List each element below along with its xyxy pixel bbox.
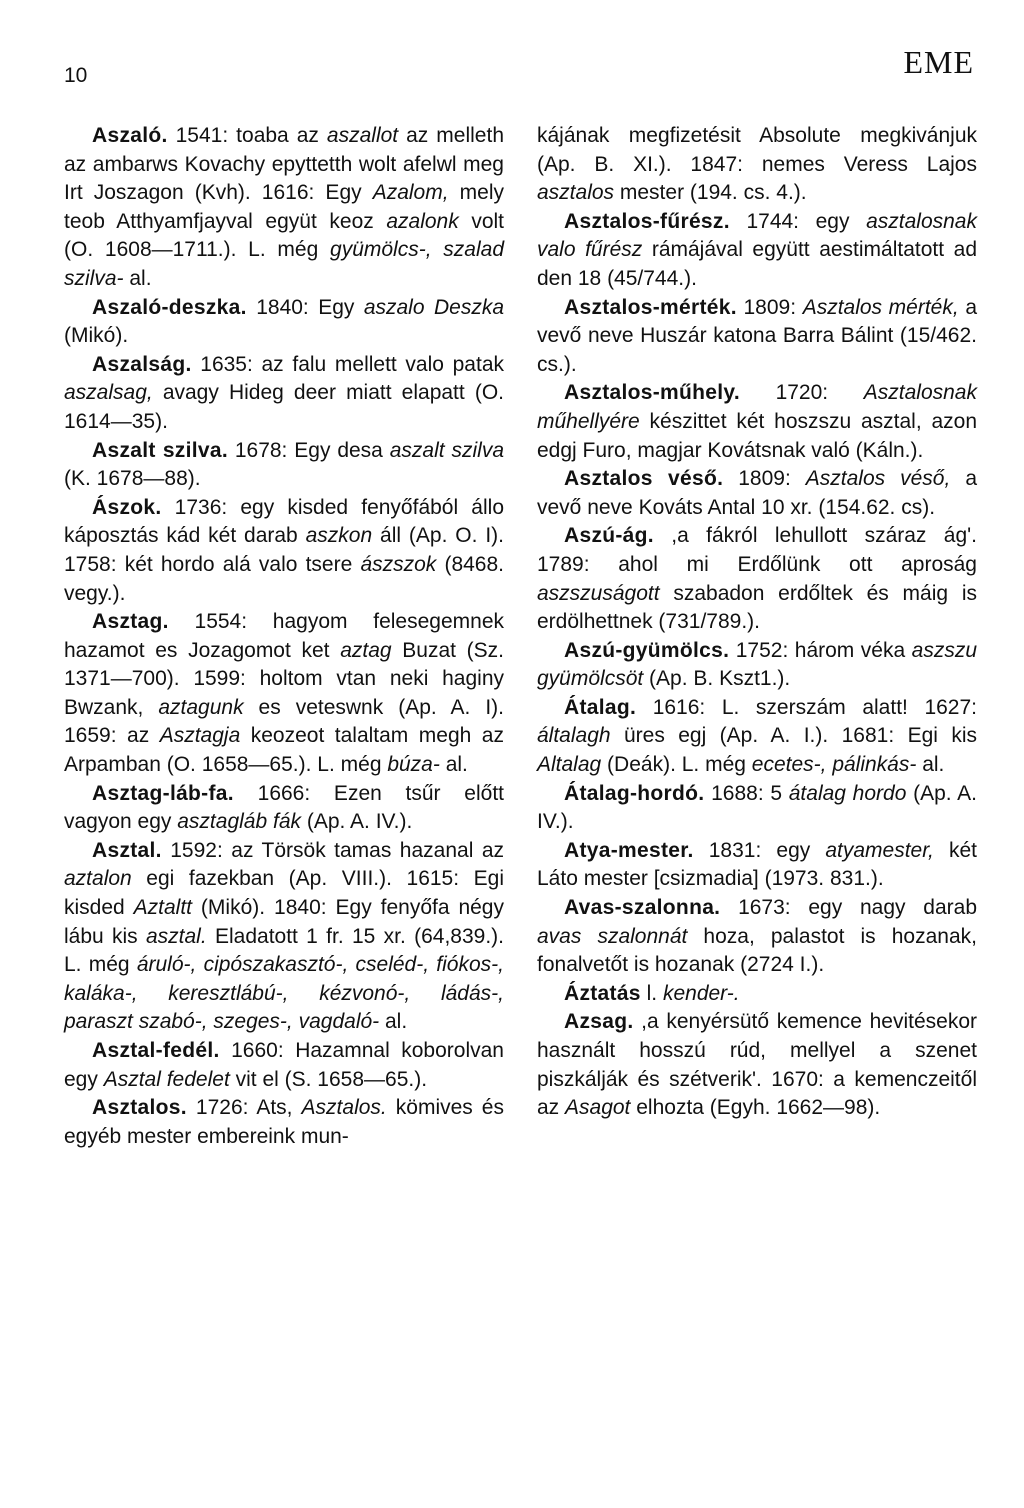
- entry-text: 1666: Ezen tsűr előtt vagyon egy: [64, 781, 504, 834]
- entry-headword: Asztalos véső.: [564, 467, 724, 491]
- entry-text: vit el (S. 1658—65.).: [229, 1067, 428, 1091]
- entry-text: ,a kenyérsütő kemence hevitésekor használt hosszú rúd, mellyel a szenet piszkálják és szétverik'. 1670: a kemenczeitől az: [537, 1010, 977, 1120]
- dictionary-entry: [537, 1008, 977, 1122]
- entry-citation-italic: aszkon: [305, 524, 373, 548]
- entry-citation-italic: avas szalonnát: [537, 924, 688, 948]
- entry-text: a vevő neve Huszár katona Barra Bálint (15/462. cs.).: [537, 295, 978, 376]
- entry-text: (Ap. A. IV.).: [537, 781, 978, 834]
- entry-text: 1688: 5: [704, 781, 789, 805]
- entry-citation-italic: aszallot: [326, 124, 399, 147]
- entry-text: szabadon erdőltek és máig is erdölhettnek (731/789.).: [537, 581, 977, 634]
- entry-text: két Láto mester [csizmadia] (1973. 831.).: [537, 838, 977, 891]
- entry-citation-italic: Azalom,: [372, 181, 449, 205]
- entry-headword: Asztal.: [92, 838, 162, 862]
- entry-citation-italic: Asztalosnak műhellyére: [537, 381, 977, 433]
- entry-citation-italic: Asagot: [565, 1096, 631, 1120]
- dictionary-entry: [537, 122, 977, 208]
- entry-headword: Aszalt szilva.: [92, 438, 228, 462]
- entry-text: (Deák). L. még: [601, 753, 752, 777]
- entry-text: 1616: L. szerszám alatt! 1627:: [636, 695, 977, 719]
- entry-text: (Mikó).: [64, 324, 129, 348]
- entry-citation-italic: Altalag: [537, 753, 602, 777]
- dictionary-entry: [64, 122, 504, 294]
- entry-citation-italic: asztalosnak valo fűrész: [537, 209, 977, 262]
- entry-text: egi fazekban (Ap. VIII.). 1615: Egi kisded: [64, 867, 504, 920]
- entry-citation-italic: asztagláb fák: [177, 810, 301, 834]
- dictionary-entry: [64, 608, 504, 780]
- entry-citation-italic: Aztaltt: [133, 896, 192, 920]
- entry-citation-italic: Asztagja: [159, 724, 241, 748]
- dictionary-entry: [537, 522, 977, 636]
- dictionary-entry: [537, 637, 977, 694]
- entry-text: al.: [439, 753, 468, 777]
- entry-text: mely teob Atthyamfjayval együt keoz: [64, 181, 504, 233]
- dictionary-entry: [64, 837, 504, 1037]
- entry-text: Eladatott 1 fr. 15 xr. (64,839.). L. még: [64, 924, 504, 977]
- entry-text: 1726: Ats,: [186, 1096, 302, 1120]
- entry-citation-italic: Asztalos véső,: [805, 467, 951, 491]
- entry-headword: Aszú-ág.: [564, 524, 654, 548]
- entry-text: 1673: egy nagy darab: [720, 896, 977, 920]
- entry-citation-italic: búza-: [387, 753, 440, 777]
- entry-citation-italic: aszszu gyümölcsöt: [537, 638, 977, 691]
- entry-text: 1541: toaba az: [167, 124, 327, 147]
- dictionary-entry: [537, 208, 977, 294]
- dictionary-entry: [64, 351, 504, 437]
- entry-text: 1678: Egy desa: [227, 438, 390, 462]
- dictionary-entry: [64, 294, 504, 351]
- entry-text: ,a fákról lehullott száraz ág'. 1789: ahol mi Erdőlünk ott aproság: [537, 524, 977, 576]
- entry-headword: Asztalos-fűrész.: [564, 209, 730, 233]
- dictionary-entry: [537, 465, 977, 522]
- entry-citation-italic: áruló-, cipószakasztó-, cseléd-, fiókos-, kaláka-, keresztlábú-, kézvonó-, ládás-, paraszt szabó-, szeges-, vagdaló-: [64, 953, 504, 1034]
- entry-headword: Atya-mester.: [564, 838, 694, 862]
- entry-text: kömives és egyéb mester embereink mun-: [64, 1096, 504, 1148]
- entry-text: mester (194. cs. 4.).: [614, 181, 807, 205]
- entry-text: (K. 1678—88).: [64, 467, 201, 491]
- entry-text: 1736: egy kisded fenyőfából állo káposztás kád két darab: [64, 495, 504, 548]
- entry-headword: Asztag.: [92, 610, 169, 634]
- page-header-emblem: EME: [903, 44, 974, 80]
- entry-citation-italic: Asztalos.: [301, 1096, 387, 1120]
- entry-citation-italic: gyümölcs-, szalad szilva-: [64, 238, 504, 290]
- dictionary-entry: [64, 780, 504, 837]
- entry-text: rámájával együtt aestimáltatott ad den 18 (45/744.).: [537, 238, 977, 290]
- entry-citation-italic: aztagunk: [158, 695, 244, 719]
- entry-citation-italic: általagh: [537, 724, 611, 748]
- entry-text: 1752: három véka: [729, 638, 912, 662]
- entry-text: 1554: hagyom felesegemnek hazamot es Jozagomot ket: [64, 610, 504, 662]
- entry-citation-italic: asztal.: [145, 924, 207, 948]
- entry-text: 1831: egy: [693, 838, 826, 862]
- dictionary-entry: [64, 437, 504, 494]
- entry-headword: Átalag-hordó.: [564, 781, 705, 805]
- entry-text: készittet két hoszszu asztal, azon edgj Furo, magjar Kovátsnak való (Káln.).: [537, 409, 977, 462]
- dictionary-entry: [537, 837, 977, 894]
- entry-citation-italic: kender-.: [662, 981, 740, 1005]
- entry-text: keozeot talaltam megh az Arpamban (O. 1658—65.). L. még: [64, 724, 504, 777]
- entry-text: al.: [916, 753, 945, 777]
- entry-text: kájának megfizetésit Absolute megkivánjuk (Ap. B. XI.). 1847: nemes Veress Lajos: [537, 124, 977, 176]
- entry-text: es veteswnk (Ap. A. I). 1659: az: [64, 695, 505, 748]
- dictionary-entry: [64, 1037, 504, 1094]
- entry-text: al.: [123, 266, 152, 290]
- dictionary-entry: [537, 379, 977, 465]
- entry-text: (Ap. A. IV.).: [301, 810, 413, 834]
- entry-citation-italic: asztalos: [537, 181, 615, 205]
- entry-citation-italic: aszalo Deszka: [363, 295, 504, 319]
- entry-text: volt (O. 1608—1711.). L. még: [64, 209, 504, 262]
- entry-text: 1840: Egy: [246, 295, 364, 319]
- entry-citation-italic: ecetes-, pálinkás-: [751, 753, 917, 777]
- entry-text: (8468. vegy.).: [64, 552, 504, 605]
- entry-headword: Aszaló-deszka.: [92, 295, 247, 319]
- entry-text: Buzat (Sz. 1371—700). 1599: holtom vtan neki haginy Bwzank,: [64, 638, 504, 719]
- entry-headword: Aszaló.: [92, 124, 168, 147]
- entry-citation-italic: aztag: [340, 638, 392, 662]
- entry-citation-italic: átalag hordo: [788, 781, 907, 805]
- entry-text: üres egj (Ap. A. I.). 1681: Egi kis: [610, 724, 977, 748]
- entry-citation-italic: aszalt szilva: [389, 438, 504, 462]
- left-column: [64, 122, 504, 1151]
- entry-text: (Ap. B. Kszt1.).: [643, 667, 791, 691]
- entry-headword: Átalag.: [564, 695, 637, 719]
- dictionary-entry: [64, 1094, 504, 1151]
- entry-citation-italic: Asztalos mérték,: [802, 295, 959, 319]
- entry-citation-italic: Asztal fedelet: [103, 1067, 230, 1091]
- entry-text: al.: [379, 1010, 408, 1034]
- entry-text: (Mikó). 1840: Egy fenyőfa négy lábu kis: [64, 896, 504, 948]
- entry-headword: Aszú-gyümölcs.: [564, 638, 730, 662]
- entry-headword: Aszalság.: [92, 352, 192, 376]
- entry-text: 1744: egy: [729, 209, 867, 233]
- right-column: [537, 122, 977, 1123]
- entry-citation-italic: aszalsag,: [64, 381, 153, 405]
- entry-citation-italic: ászszok: [360, 552, 437, 576]
- dictionary-entry: [537, 294, 977, 380]
- entry-text: hoza, palastot is hozanak, fonalvetőt is hozanak (2724 I.).: [537, 924, 977, 977]
- entry-citation-italic: azalonk: [386, 209, 459, 233]
- entry-headword: Asztalos-mérték.: [564, 295, 737, 319]
- page-number: 10: [64, 64, 88, 87]
- entry-citation-italic: atyamester,: [825, 838, 934, 862]
- entry-headword: Avas-szalonna.: [564, 896, 721, 920]
- entry-citation-italic: aszszuságott: [537, 581, 660, 605]
- entry-text: 1809:: [736, 295, 803, 319]
- entry-headword: Ászok.: [92, 495, 162, 519]
- entry-text: áll (Ap. O. I). 1758: két hordo alá valo tsere: [64, 524, 504, 576]
- dictionary-entry: [537, 780, 977, 837]
- entry-headword: Asztal-fedél.: [92, 1039, 220, 1062]
- entry-text: avagy Hideg deer miatt elapatt (O. 1614—35).: [64, 381, 504, 433]
- entry-text: 1720:: [739, 381, 864, 405]
- entry-headword: Azsag.: [564, 1010, 634, 1034]
- entry-text: a vevő neve Kováts Antal 10 xr. (154.62. cs).: [537, 467, 977, 519]
- entry-headword: Asztag-láb-fa.: [92, 781, 234, 805]
- dictionary-entry: [537, 894, 977, 980]
- entry-citation-italic: aztalon: [64, 867, 132, 891]
- entry-text: 1592: az Törsök tamas hazanal az: [161, 838, 504, 862]
- entry-text: az melleth az ambarws Kovachy epyttetth wolt afelwl meg Irt Joszagon (Kvh). 1616: Egy: [64, 124, 505, 205]
- entry-text: 1660: Hazamnal koborolvan egy: [64, 1039, 504, 1091]
- entry-text: l.: [640, 981, 663, 1005]
- entry-text: 1635: az falu mellett valo patak: [191, 352, 504, 376]
- entry-text: 1809:: [723, 467, 806, 491]
- entry-headword: Asztalos.: [92, 1096, 187, 1120]
- entry-headword: Asztalos-műhely.: [564, 381, 740, 405]
- entry-headword: Áztatás: [564, 981, 641, 1005]
- entry-text: elhozta (Egyh. 1662—98).: [630, 1096, 881, 1120]
- dictionary-entry: [64, 494, 504, 608]
- dictionary-entry: [537, 694, 977, 780]
- dictionary-entry: [537, 980, 977, 1009]
